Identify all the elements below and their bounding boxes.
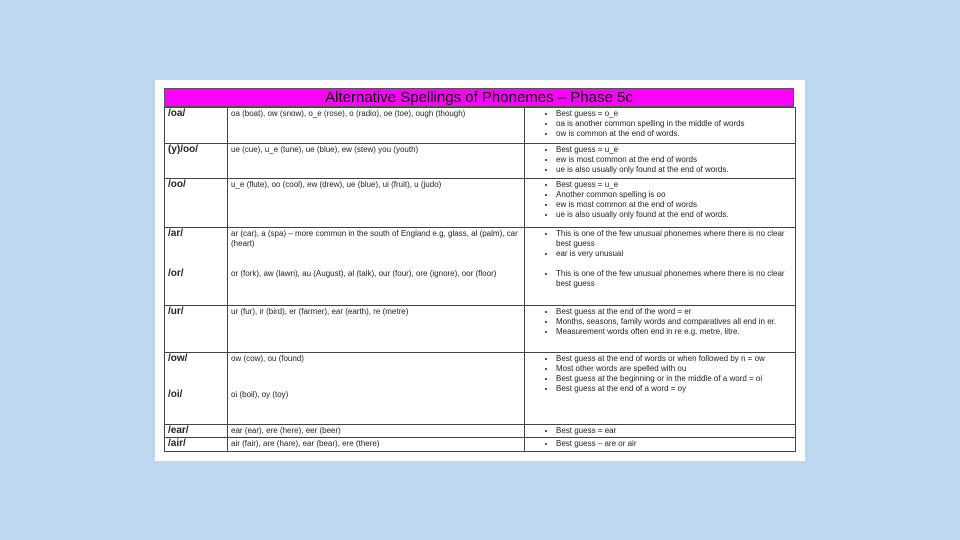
list-item: • Best guess at the end of words or when followed by n = ow: [556, 354, 792, 364]
phoneme-table: [164, 107, 796, 452]
list-item: • Months, seasons, family words and comparatives all end in er.: [556, 317, 792, 327]
list-item: • Another common spelling is oo: [556, 190, 792, 200]
table-row: [165, 306, 796, 353]
document-page: [155, 80, 805, 461]
page-title: Alternative Spellings of Phonemes – Phase 5c: [164, 88, 794, 107]
table-row: [165, 353, 796, 425]
spellings-cell: ur (fur), ir (bird), er (farmer), ear (earth), re (metre): [228, 306, 525, 353]
phoneme-cell: /ar/ /or/: [165, 228, 228, 306]
best-guess-cell: [525, 144, 796, 179]
list-item: • Best guess at the end of the word = er: [556, 307, 792, 317]
list-item: • ow is common at the end of words.: [556, 129, 792, 139]
list-item: • ue is also usually only found at the end of words.: [556, 165, 792, 175]
best-guess-cell: [525, 228, 796, 306]
spellings-cell: ar (car), a (spa) – more common in the south of England e.g, glass, al (palm), car (heart) or (fork), aw (lawn), au (August), al (talk), our (four), ore (ignore), oor (floor): [228, 228, 525, 306]
table-row: [165, 438, 796, 452]
list-item: • Most other words are spelled with ou: [556, 364, 792, 374]
best-guess-cell: [525, 108, 796, 144]
phoneme-cell: (y)/oo/: [165, 144, 228, 179]
list-item: • oa is another common spelling in the middle of words: [556, 119, 792, 129]
list-item: • Best guess = ear: [556, 426, 792, 436]
phoneme-cell: /oo/: [165, 179, 228, 228]
table-row: [165, 108, 796, 144]
table-row: [165, 228, 796, 306]
best-guess-cell: [525, 438, 796, 452]
list-item: • Best guess = u_e: [556, 145, 792, 155]
best-guess-cell: [525, 306, 796, 353]
list-item: • ue is also usually only found at the end of words.: [556, 210, 792, 220]
spellings-cell: ow (cow), ou (found) oi (boil), oy (toy): [228, 353, 525, 425]
table-row: [165, 179, 796, 228]
list-item: • ear is very unusual: [556, 249, 792, 259]
best-guess-cell: [525, 179, 796, 228]
best-guess-cell: [525, 425, 796, 438]
spellings-cell: u_e (flute), oo (cool), ew (drew), ue (blue), ui (fruit), u (judo): [228, 179, 525, 228]
table-row: [165, 144, 796, 179]
phoneme-cell: /ur/: [165, 306, 228, 353]
spellings-cell: ue (cue), u_e (tune), ue (blue), ew (stew) you (youth): [228, 144, 525, 179]
spellings-cell: air (fair), are (hare), ear (bear), ere (there): [228, 438, 525, 452]
list-item: • Best guess at the beginning or in the middle of a word = oi: [556, 374, 792, 384]
spellings-cell: ear (ear), ere (here), eer (beer): [228, 425, 525, 438]
spellings-cell: oa (boat), ow (snow), o_e (rose), o (radio), oe (toe), ough (though): [228, 108, 525, 144]
list-item: • Best guess = u_e: [556, 180, 792, 190]
phoneme-cell: /ear/: [165, 425, 228, 438]
list-item: • Best guess – are or air: [556, 439, 792, 449]
phoneme-cell: /ow/ /oi/: [165, 353, 228, 425]
phoneme-cell: /oa/: [165, 108, 228, 144]
list-item: • Measurement words often end in re e.g. metre, litre.: [556, 327, 792, 337]
phoneme-cell: /air/: [165, 438, 228, 452]
list-item: • Best guess = o_e: [556, 109, 792, 119]
list-item: • ew is most common at the end of words: [556, 155, 792, 165]
best-guess-cell: [525, 353, 796, 425]
list-item: • This is one of the few unusual phonemes where there is no clear best guess: [556, 269, 792, 289]
list-item: • ew is most common at the end of words: [556, 200, 792, 210]
list-item: • This is one of the few unusual phonemes where there is no clear best guess: [556, 229, 792, 249]
table-row: [165, 425, 796, 438]
list-item: • Best guess at the end of a word = oy: [556, 384, 792, 394]
